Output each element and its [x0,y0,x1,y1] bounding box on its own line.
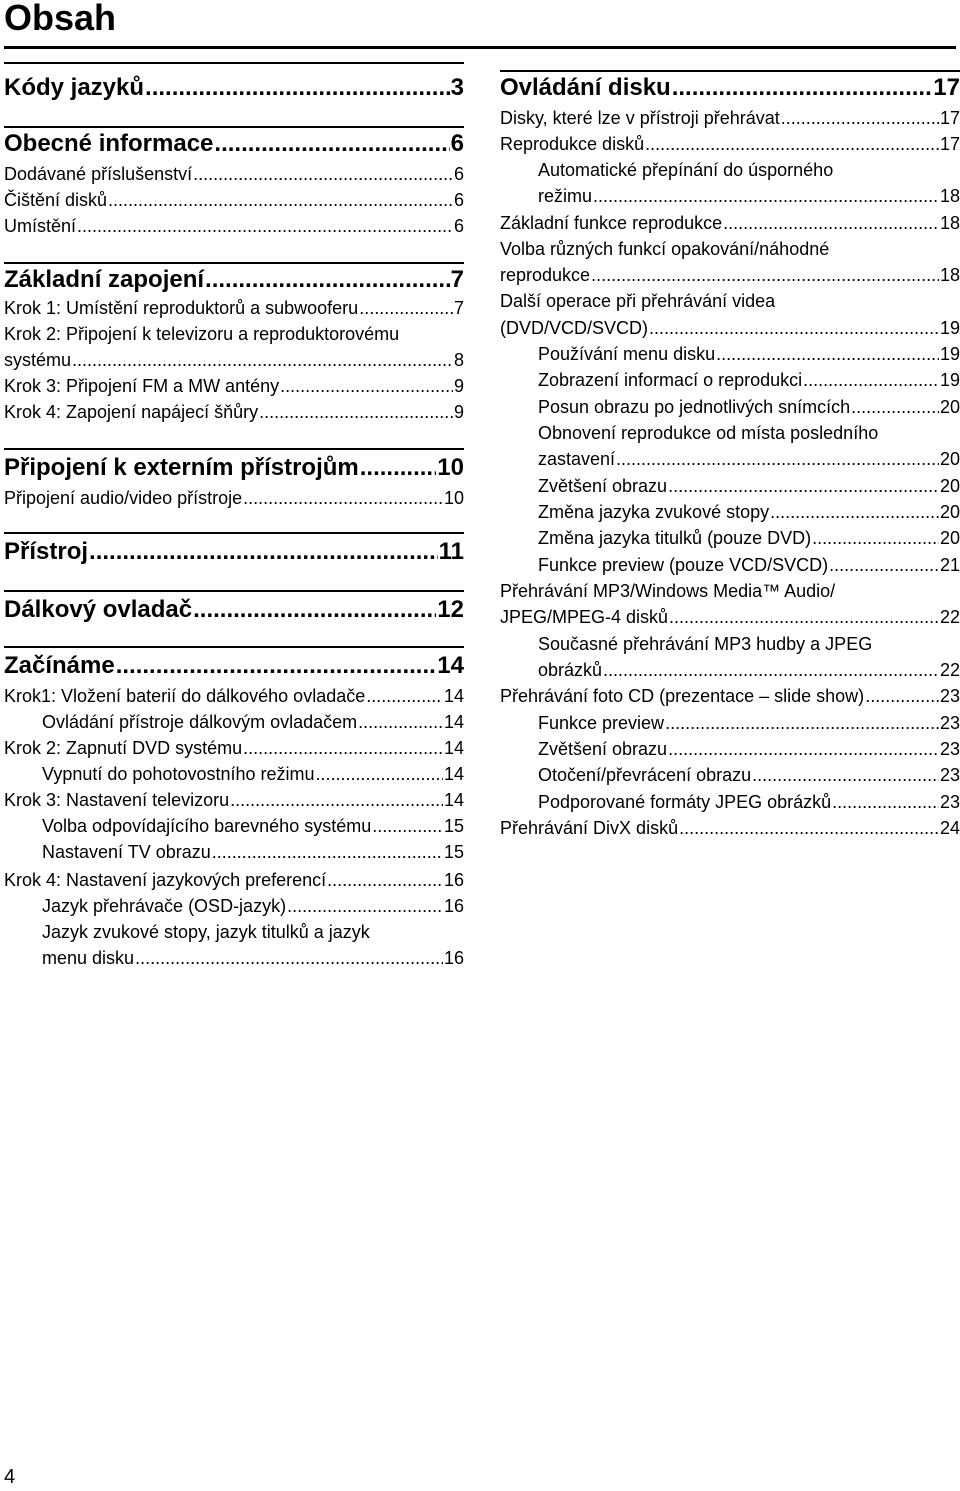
toc-page-number: 23 [939,713,960,733]
toc-entry[interactable] [4,738,464,759]
toc-entry-label: systému [4,350,72,370]
toc-entry-label[interactable]: Další operace při přehrávání videa [500,291,776,311]
toc-entry-label: Vypnutí do pohotovostního režimu [42,764,315,784]
toc-page-number: 15 [443,816,464,836]
toc-page-number: 10 [437,454,464,481]
toc-entry[interactable] [500,792,960,813]
leader-dots [360,454,437,482]
toc-entry[interactable] [4,764,464,785]
toc-entry[interactable] [500,713,960,734]
toc-page-number: 22 [939,607,960,627]
leader-dots [603,660,939,681]
toc-heading-label: Kódy jazyků [4,74,145,101]
toc-page-number: 14 [443,790,464,810]
toc-entry[interactable] [4,488,464,509]
page-number: 4 [4,1466,16,1488]
toc-page-number: 14 [443,686,464,706]
section-rule [500,70,960,72]
leader-dots [205,266,450,294]
toc-page-number: 19 [939,344,960,364]
toc-page-number: 6 [453,190,464,210]
toc-entry-label: Podporované formáty JPEG obrázků [538,792,832,812]
section-rule [4,532,464,534]
toc-entry-label: JPEG/MPEG-4 disků [500,607,669,627]
toc-entry[interactable] [4,816,464,837]
toc-entry-label[interactable]: Krok 2: Připojení k televizoru a reproduktorovému [4,324,400,344]
toc-page-number: 20 [939,476,960,496]
toc-entry[interactable] [500,765,960,786]
leader-dots [770,502,939,523]
toc-page-number: 6 [453,164,464,184]
toc-heading[interactable] [4,652,464,680]
toc-entry-label: Používání menu disku [538,344,716,364]
toc-entry-label[interactable]: Volba různých funkcí opakování/náhodné [500,239,830,259]
toc-entry-label: obrázků [538,660,603,680]
toc-entry-label: Změna jazyka zvukové stopy [538,502,770,522]
toc-heading-label: Připojení k externím přístrojům [4,454,359,481]
section-rule [4,590,464,592]
leader-dots [616,449,939,470]
leader-dots [665,713,939,734]
leader-dots [108,190,453,211]
leader-dots [358,712,443,733]
toc-entry-label: Zobrazení informací o reprodukci [538,370,803,390]
toc-page-number: 23 [939,686,960,706]
toc-page-number: 20 [939,449,960,469]
toc-page-number: 6 [453,216,464,236]
toc-entry[interactable] [4,896,464,917]
section-rule [4,646,464,648]
toc-entry[interactable] [4,402,464,423]
toc-page-number: 20 [939,397,960,417]
leader-dots [672,74,933,102]
toc-entry-label: (DVD/VCD/SVCD) [500,318,649,338]
toc-page-number: 8 [453,350,464,370]
toc-entry-label: Funkce preview [538,713,665,733]
toc-page-number: 14 [443,712,464,732]
toc-entry-label: Umístění [4,216,77,236]
toc-entry-label: Reprodukce disků [500,134,645,154]
leader-dots [679,818,939,839]
toc-entry-label: zastavení [538,449,616,469]
toc-entry-label: Otočení/převrácení obrazu [538,765,752,785]
toc-entry-label: Jazyk přehrávače (OSD-jazyk) [42,896,287,916]
toc-entry[interactable] [4,350,464,371]
toc-heading[interactable] [4,74,464,102]
leader-dots [243,488,443,509]
toc-heading[interactable] [4,130,464,158]
leader-dots [259,402,453,423]
toc-entry-label: Krok 4: Nastavení jazykových preferencí [4,870,327,890]
toc-page-number: 20 [939,502,960,522]
toc-entry-label[interactable]: Obnovení reprodukce od místa posledního [538,423,879,443]
toc-page-number: 16 [443,870,464,890]
toc-entry-label: Krok 1: Umístění reproduktorů a subwooferu [4,298,359,318]
toc-page-number: 20 [939,528,960,548]
leader-dots [752,765,939,786]
toc-entry-label[interactable]: Přehrávání MP3/Windows Media™ Audio/ [500,581,836,601]
leader-dots [243,738,443,759]
toc-page-number: 17 [939,134,960,154]
toc-entry[interactable] [4,298,464,319]
toc-entry[interactable] [500,686,960,707]
toc-heading[interactable] [500,74,960,102]
toc-entry[interactable] [500,476,960,497]
page-title: Obsah [4,0,117,38]
toc-entry-label: Krok 3: Nastavení televizoru [4,790,230,810]
leader-dots [212,842,443,863]
toc-page-number: 19 [939,318,960,338]
toc-entry[interactable] [4,712,464,733]
leader-dots [865,686,939,707]
toc-page-number: 17 [939,108,960,128]
toc-heading[interactable] [4,596,464,624]
toc-page-number: 23 [939,765,960,785]
toc-entry-label: Změna jazyka titulků (pouze DVD) [538,528,812,548]
toc-page-number: 23 [939,739,960,759]
leader-dots [803,370,939,391]
toc-entry-label: Ovládání přístroje dálkovým ovladačem [42,712,358,732]
leader-dots [591,265,939,286]
leader-dots [316,764,443,785]
title-divider [4,46,956,49]
toc-page-number: 7 [453,298,464,318]
toc-page-number: 22 [939,660,960,680]
leader-dots [649,318,939,339]
leader-dots [851,397,939,418]
leader-dots [359,298,453,319]
toc-entry[interactable] [500,370,960,391]
toc-entry[interactable] [4,216,464,237]
toc-entry[interactable] [500,213,960,234]
toc-entry-label: Krok 3: Připojení FM a MW antény [4,376,280,396]
toc-entry-label: Připojení audio/video přístroje [4,488,243,508]
toc-heading-label: Ovládání disku [500,74,671,101]
leader-dots [77,216,453,237]
toc-page-number: 19 [939,370,960,390]
leader-dots [366,686,443,707]
leader-dots [280,376,453,397]
toc-page-number: 23 [939,792,960,812]
toc-page-number: 18 [939,265,960,285]
leader-dots [72,350,453,371]
section-rule [4,448,464,450]
toc-heading-label: Dálkový ovladač [4,596,193,623]
toc-entry[interactable] [500,186,960,207]
toc-entry[interactable] [500,397,960,418]
toc-page-number: 7 [450,266,464,293]
leader-dots [716,344,939,365]
toc-heading[interactable] [4,266,464,294]
toc-entry[interactable] [500,818,960,839]
toc-entry-label: Volba odpovídajícího barevného systému [42,816,372,836]
toc-entry[interactable] [500,134,960,155]
leader-dots [145,74,450,102]
leader-dots [593,186,939,207]
toc-entry-label: Disky, které lze v přístroji přehrávat [500,108,780,128]
toc-entry[interactable] [4,790,464,811]
section-rule [4,62,464,64]
toc-entry[interactable] [500,528,960,549]
toc-entry[interactable] [500,502,960,523]
toc-page-number: 9 [453,402,464,422]
toc-page-number: 6 [450,130,464,157]
toc-entry[interactable] [500,344,960,365]
toc-entry-label[interactable]: Jazyk zvukové stopy, jazyk titulků a jazyk [42,922,370,942]
toc-entry-label: Zvětšení obrazu [538,476,668,496]
toc-entry-label[interactable]: Automatické přepínání do úsporného [538,160,834,180]
toc-entry[interactable] [500,660,960,681]
toc-page-number: 24 [939,818,960,838]
toc-entry-label: Krok 2: Zapnutí DVD systému [4,738,243,758]
toc-heading[interactable] [4,538,464,566]
leader-dots [287,896,443,917]
toc-entry-label[interactable]: Současné přehrávání MP3 hudby a JPEG [538,634,873,654]
toc-page-number: 18 [939,186,960,206]
toc-page-number: 12 [437,596,464,623]
toc-heading-label: Začínáme [4,652,115,679]
toc-entry-label: Posun obrazu po jednotlivých snímcích [538,397,851,417]
leader-dots [116,652,437,680]
toc-page-number: 3 [450,74,464,101]
leader-dots [135,948,443,969]
toc-page-number: 9 [453,376,464,396]
leader-dots [193,164,453,185]
toc-page-number: 16 [443,896,464,916]
toc-entry[interactable] [500,108,960,129]
toc-entry-label: Základní funkce reprodukce [500,213,723,233]
toc-entry-label: režimu [538,186,593,206]
toc-page-number: 10 [443,488,464,508]
leader-dots [829,555,939,576]
toc-entry[interactable] [500,555,960,576]
toc-entry[interactable] [500,739,960,760]
toc-heading-label: Obecné informace [4,130,214,157]
toc-entry-label: Přehrávání foto CD (prezentace – slide show) [500,686,865,706]
section-rule [4,262,464,264]
toc-heading-label: Přístroj [4,538,89,565]
leader-dots [230,790,443,811]
toc-entry[interactable] [4,842,464,863]
toc-entry-label: Krok 4: Zapojení napájecí šňůry [4,402,259,422]
toc-entry-label: Čištění disků [4,190,108,210]
toc-page-number: 17 [933,74,960,101]
leader-dots [372,816,443,837]
leader-dots [832,792,939,813]
toc-entry[interactable] [4,686,464,707]
toc-entry[interactable] [500,318,960,339]
leader-dots [812,528,939,549]
toc-entry-label: reprodukce [500,265,591,285]
toc-page-number: 18 [939,213,960,233]
leader-dots [89,538,438,566]
toc-entry-label: Dodávané příslušenství [4,164,193,184]
toc-entry[interactable] [4,870,464,891]
toc-entry-label: menu disku [42,948,135,968]
leader-dots [668,476,939,497]
toc-heading[interactable] [4,454,464,482]
leader-dots [723,213,939,234]
leader-dots [193,596,436,624]
toc-page-number: 14 [443,738,464,758]
leader-dots [668,739,939,760]
leader-dots [645,134,939,155]
toc-entry[interactable] [500,607,960,628]
toc-entry[interactable] [4,376,464,397]
toc-entry[interactable] [4,190,464,211]
toc-entry[interactable] [500,449,960,470]
leader-dots [214,130,449,158]
toc-page-number: 16 [443,948,464,968]
leader-dots [327,870,443,891]
toc-heading-label: Základní zapojení [4,266,205,293]
toc-entry-label: Přehrávání DivX disků [500,818,679,838]
toc-page-number: 14 [437,652,464,679]
toc-page-number: 15 [443,842,464,862]
toc-entry[interactable] [500,265,960,286]
toc-entry-label: Krok1: Vložení baterií do dálkového ovladače [4,686,366,706]
toc-page-number: 11 [438,538,464,565]
toc-entry-label: Funkce preview (pouze VCD/SVCD) [538,555,829,575]
toc-page-number: 14 [443,764,464,784]
section-rule [4,126,464,128]
toc-entry[interactable] [4,164,464,185]
toc-entry[interactable] [4,948,464,969]
toc-entry-label: Nastavení TV obrazu [42,842,211,862]
toc-page-number: 21 [939,555,960,575]
toc-entry-label: Zvětšení obrazu [538,739,668,759]
leader-dots [669,607,939,628]
leader-dots [781,108,939,129]
